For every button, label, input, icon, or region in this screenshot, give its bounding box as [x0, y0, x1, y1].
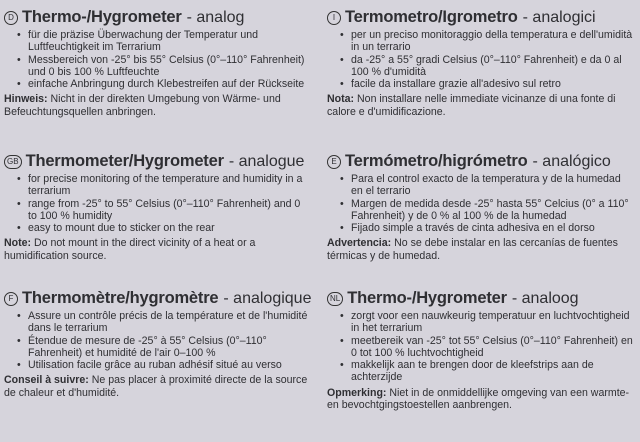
section-subtitle: - analogici — [522, 8, 596, 26]
section-spanish — [327, 152, 633, 262]
note-text: Niet in de onmiddellijke omgeving van een warmte- en bevochtgingstoestellen aanbrengen. — [327, 386, 630, 412]
feature-item: • per un preciso monitoraggio della temperatura e dell'umidità in un terrario — [327, 29, 633, 54]
note-label: Advertencia: — [327, 237, 392, 250]
section-header — [4, 289, 310, 308]
section-header — [327, 8, 633, 27]
feature-item: • Assure un contrôle précis de la température et de l'humidité dans le terrarium — [4, 310, 310, 335]
feature-item: • meetbereik van -25° tot 55° Celsius (0°–110° Fahrenheit) en 0 tot 100 % luchtvochtigheid — [327, 335, 633, 360]
note-label: Note: — [4, 237, 32, 250]
section-title: Termometro/Igrometro — [345, 8, 518, 26]
language-badge: GB — [4, 155, 22, 169]
note-text: Nicht in der direkten Umgebung von Wärme- und Befeuchtungsquellen anbringen. — [4, 93, 281, 118]
note-label: Opmerking: — [327, 386, 387, 399]
section-subtitle: - analogique — [223, 289, 312, 307]
feature-item: • easy to mount due to sticker on the rear — [4, 222, 310, 234]
feature-list — [327, 173, 633, 234]
note — [327, 387, 633, 412]
language-badge: E — [327, 155, 341, 169]
section-english — [4, 152, 310, 262]
note-label: Hinweis: — [4, 93, 48, 106]
note-text: Non installare nelle immediate vicinanze di una fonte di calore e d'umidificazione. — [327, 93, 616, 118]
section-title: Thermometer/Hygrometer — [25, 152, 224, 170]
section-title: Termómetro/higrómetro — [345, 152, 528, 170]
section-subtitle: - analogue — [228, 152, 305, 170]
feature-item: • facile da installare grazie all'adesivo sul retro — [327, 78, 633, 90]
section-dutch — [327, 289, 633, 411]
feature-list — [4, 310, 310, 371]
feature-item: • da -25° a 55° gradi Celsius (0°–110° Fahrenheit) e da 0 al 100 % d'umidità — [327, 54, 633, 79]
feature-item: • Margen de medida desde -25° hasta 55° Celcius (0° a 110° Fahrenheit) y de 0 % al 100 % de la humedad — [327, 198, 633, 223]
feature-item: • Messbereich von -25° bis 55° Celsius (0°–110° Fahrenheit) und 0 bis 100 % Luftfeuchte — [4, 54, 310, 79]
section-header — [327, 152, 633, 171]
note-text: No se debe instalar en las cercanías de fuentes térmicas y de humedad. — [327, 237, 618, 262]
note-text: Ne pas placer à proximité directe de la source de chaleur et d'humidité. — [4, 374, 308, 399]
section-subtitle: - analógico — [532, 152, 611, 170]
feature-item: • makkelijk aan te brengen door de kleefstrips aan de achterzijde — [327, 359, 633, 384]
language-badge: D — [4, 11, 18, 25]
feature-item: • Utilisation facile grâce au ruban adhésif situé au verso — [4, 359, 310, 371]
note-label: Conseil à suivre: — [4, 374, 89, 387]
section-italian — [327, 8, 633, 118]
feature-item: • Étendue de mesure de -25° à 55° Celsius (0°–110° Fahrenheit) et humidité de l'air 0–100 % — [4, 335, 310, 360]
section-subtitle: - analog — [186, 8, 245, 26]
feature-item: • range from -25° to 55° Celsius (0°–110° Fahrenheit) and 0 to 100 % humidity — [4, 198, 310, 223]
language-badge: NL — [327, 292, 343, 306]
note — [4, 93, 310, 118]
feature-list — [4, 29, 310, 90]
section-header — [327, 289, 633, 308]
note — [327, 237, 633, 262]
note — [4, 237, 310, 262]
note-label: Nota: — [327, 93, 355, 106]
section-title: Thermo-/Hygrometer — [22, 8, 182, 26]
section-subtitle: - analoog — [511, 289, 579, 307]
feature-item: • Fijado simple a través de cinta adhesiva en el dorso — [327, 222, 633, 234]
feature-item: • für die präzise Überwachung der Temperatur und Luftfeuchtigkeit im Terrarium — [4, 29, 310, 54]
note — [327, 93, 633, 118]
language-badge: I — [327, 11, 341, 25]
section-header — [4, 8, 310, 27]
feature-item: • for precise monitoring of the temperature and humidity in a terrarium — [4, 173, 310, 198]
feature-item: • einfache Anbringung durch Klebestreifen auf der Rückseite — [4, 78, 310, 90]
note — [4, 374, 310, 399]
section-title: Thermomètre/hygromètre — [22, 289, 219, 307]
section-german — [4, 8, 310, 118]
section-title: Thermo-/Hygrometer — [347, 289, 507, 307]
language-badge: F — [4, 292, 18, 306]
feature-item: • Para el control exacto de la temperatura y de la humedad en el terrario — [327, 173, 633, 198]
feature-list — [327, 29, 633, 90]
note-text: Do not mount in the direct vicinity of a heat or a humidification source. — [4, 237, 256, 262]
feature-list — [4, 173, 310, 234]
feature-list — [327, 310, 633, 384]
section-french — [4, 289, 310, 399]
feature-item: • zorgt voor een nauwkeurig temperatuur en luchtvochtigheid in het terrarium — [327, 310, 633, 335]
section-header — [4, 152, 310, 171]
